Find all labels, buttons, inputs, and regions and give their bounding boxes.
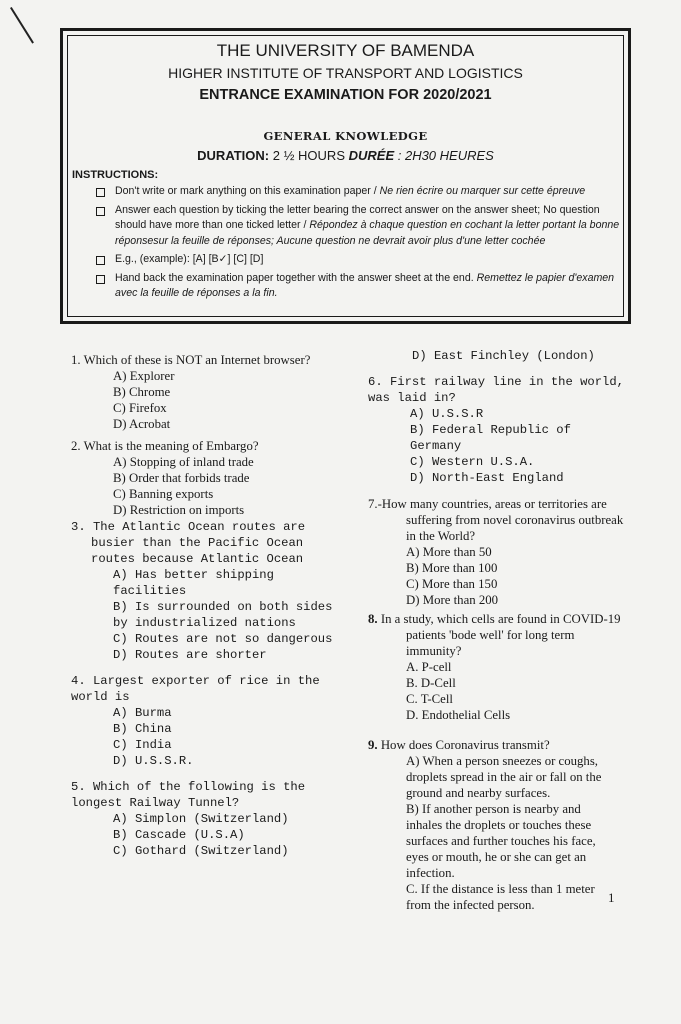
option: A) U.S.S.R (410, 407, 484, 421)
option: B) Federal Republic of Germany (410, 423, 571, 453)
question (368, 496, 628, 608)
option: D) North-East England (410, 471, 564, 485)
subject-title: GENERAL KNOWLEDGE (263, 129, 428, 143)
option: C) Banning exports (113, 487, 214, 501)
instruction-item: Answer each question by ticking the letter bearing the correct answer on the answer sheet; No question should have more than one ticked letter / Répondez à chaque question en cochant la letter portant la bonne réponsesur la feuille de réponses; Aucune question ne devrait avoir plus d'une letter cochée (93, 203, 621, 250)
page-number: 1 (608, 890, 615, 905)
instruction-item: E.g., (example): [A] [B✓] [C] [D] (93, 252, 621, 268)
question-text: 6. First railway line in the world, was laid in? (368, 375, 624, 405)
option: C) Routes are not so dangerous (113, 632, 333, 646)
question-text: 4. Largest exporter of rice in the world is (71, 674, 320, 704)
option: B) Chrome (113, 385, 171, 399)
institute-name: HIGHER INSTITUTE OF TRANSPORT AND LOGISTICS (168, 65, 523, 81)
option: C) India (113, 738, 172, 752)
question-text: 2. What is the meaning of Embargo? (71, 439, 259, 453)
question-text: 9. How does Coronavirus transmit? (368, 738, 550, 752)
duration-label: DURATION: (197, 148, 270, 163)
option: D) Restriction on imports (113, 503, 245, 517)
questions-right-column (368, 348, 628, 913)
question-continued (368, 348, 628, 364)
duree-value: : 2H30 HEURES (394, 148, 494, 163)
question (71, 779, 336, 859)
instruction-item: Hand back the examination paper together with the answer sheet at the end. Remettez le papier d'examen avec la feuille de réponses a la fin. (93, 271, 621, 302)
option: A) Simplon (Switzerland) (113, 812, 289, 826)
questions-left-column (71, 352, 336, 859)
question-text: 5. Which of the following is the longest Railway Tunnel? (71, 780, 306, 810)
option: D) East Finchley (London) (412, 349, 595, 363)
option: B) Cascade (U.S.A) (113, 828, 245, 842)
question (71, 673, 336, 769)
option: D) U.S.S.R. (113, 754, 194, 768)
instructions-list (93, 184, 621, 303)
option: D) Routes are shorter (113, 648, 267, 662)
option: C. If the distance is less than 1 meter from the infected person. (406, 882, 595, 912)
checkbox-icon (96, 275, 105, 284)
option: A) More than 50 (406, 545, 492, 559)
option: C) Western U.S.A. (410, 455, 535, 469)
option: B) If another person is nearby and inhales the droplets or touches these surfaces and further touches his face, eyes or mouth, he or she can get an infection. (406, 802, 596, 880)
instruction-item: Don't write or mark anything on this examination paper / Ne rien écrire ou marquer sur cette épreuve (93, 184, 621, 200)
option: D. Endothelial Cells (406, 708, 511, 722)
checkbox-icon (96, 188, 105, 197)
question (368, 737, 628, 913)
checkbox-icon (96, 256, 105, 265)
option: A) Stopping of inland trade (113, 455, 254, 469)
option: B) More than 100 (406, 561, 498, 575)
option: B) Order that forbids trade (113, 471, 250, 485)
duration-value: 2 ½ HOURS (269, 148, 349, 163)
question-text: 8. In a study, which cells are found in COVID-19 patients 'bode well' for long term immunity? (368, 612, 621, 658)
option: A) Burma (113, 706, 172, 720)
option: C) Gothard (Switzerland) (113, 844, 289, 858)
pen-mark (10, 7, 34, 44)
question-text: 1. Which of these is NOT an Internet browser? (71, 353, 311, 367)
exam-header-box (60, 28, 631, 324)
option: A. P-cell (406, 660, 452, 674)
question-text: 3. The Atlantic Ocean routes are busier than the Pacific Ocean routes because Atlantic Ocean (71, 520, 306, 566)
exam-title: ENTRANCE EXAMINATION FOR 2020/2021 (199, 87, 492, 103)
option: D) Acrobat (113, 417, 171, 431)
question (71, 519, 336, 663)
option: A) Has better shipping facilities (113, 568, 274, 598)
option: A) Explorer (113, 369, 175, 383)
university-name: THE UNIVERSITY OF BAMENDA (216, 41, 475, 60)
option: D) More than 200 (406, 593, 499, 607)
option: A) When a person sneezes or coughs, droplets spread in the air or fall on the ground and nearby surfaces. (406, 754, 602, 800)
option: B) Is surrounded on both sides by industrialized nations (113, 600, 333, 630)
question-text: 7.-How many countries, areas or territories are suffering from novel coronavirus outbreak in the World? (368, 497, 624, 543)
duration-line (63, 148, 628, 163)
option: C. T-Cell (406, 692, 453, 706)
option: C) More than 150 (406, 577, 498, 591)
question (368, 374, 628, 486)
instructions-heading: INSTRUCTIONS: (72, 169, 159, 181)
checkbox-icon (96, 207, 105, 216)
option: C) Firefox (113, 401, 167, 415)
option: B. D-Cell (406, 676, 456, 690)
question (368, 611, 628, 723)
duree-label: DURÉE (348, 148, 395, 163)
question (71, 352, 336, 432)
question-number: 9. (368, 738, 378, 752)
question-number: 8. (368, 612, 378, 626)
question (71, 438, 336, 518)
option: B) China (113, 722, 172, 736)
